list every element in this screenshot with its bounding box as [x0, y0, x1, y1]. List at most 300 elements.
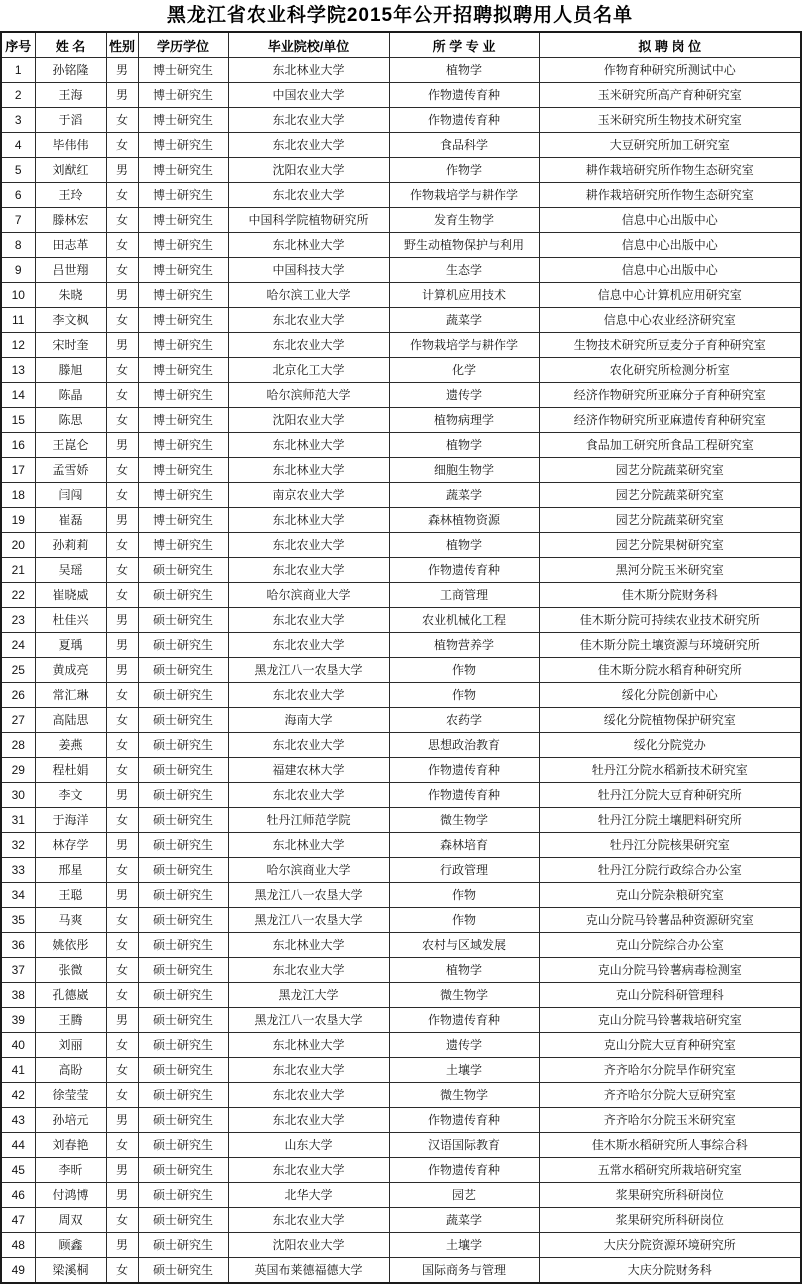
cell-degree: 博士研究生	[138, 158, 228, 183]
table-row	[1, 683, 801, 708]
cell-gender: 女	[106, 1258, 138, 1284]
cell-no: 15	[1, 408, 35, 433]
cell-degree: 博士研究生	[138, 533, 228, 558]
cell-no: 16	[1, 433, 35, 458]
cell-gender: 男	[106, 158, 138, 183]
cell-name: 顾鑫	[35, 1233, 106, 1258]
cell-major: 农村与区域发展	[389, 933, 539, 958]
cell-no: 34	[1, 883, 35, 908]
cell-major: 细胞生物学	[389, 458, 539, 483]
cell-major: 植物病理学	[389, 408, 539, 433]
cell-no: 48	[1, 1233, 35, 1258]
cell-name: 姚依彤	[35, 933, 106, 958]
cell-school: 哈尔滨商业大学	[228, 583, 389, 608]
cell-gender: 女	[106, 1058, 138, 1083]
table-row	[1, 833, 801, 858]
cell-no: 23	[1, 608, 35, 633]
cell-name: 徐莹莹	[35, 1083, 106, 1108]
cell-no: 42	[1, 1083, 35, 1108]
cell-school: 东北农业大学	[228, 683, 389, 708]
cell-major: 野生动植物保护与利用	[389, 233, 539, 258]
cell-no: 22	[1, 583, 35, 608]
cell-no: 31	[1, 808, 35, 833]
cell-school: 东北农业大学	[228, 533, 389, 558]
cell-name: 宋时奎	[35, 333, 106, 358]
table-row	[1, 708, 801, 733]
table-row	[1, 583, 801, 608]
cell-name: 于海洋	[35, 808, 106, 833]
cell-name: 周双	[35, 1208, 106, 1233]
table-row	[1, 383, 801, 408]
cell-school: 沈阳农业大学	[228, 158, 389, 183]
cell-gender: 女	[106, 983, 138, 1008]
cell-position: 信息中心计算机应用研究室	[539, 283, 801, 308]
cell-no: 41	[1, 1058, 35, 1083]
cell-position: 耕作栽培研究所作物生态研究室	[539, 183, 801, 208]
cell-position: 克山分院杂粮研究室	[539, 883, 801, 908]
cell-degree: 硕士研究生	[138, 933, 228, 958]
cell-name: 张微	[35, 958, 106, 983]
cell-school: 中国科技大学	[228, 258, 389, 283]
table-row	[1, 958, 801, 983]
col-header-school: 毕业院校/单位	[228, 32, 389, 58]
cell-name: 刘春艳	[35, 1133, 106, 1158]
cell-degree: 硕士研究生	[138, 633, 228, 658]
table-row	[1, 1233, 801, 1258]
cell-major: 作物遗传育种	[389, 1108, 539, 1133]
cell-gender: 女	[106, 958, 138, 983]
cell-position: 佳木斯水稻研究所人事综合科	[539, 1133, 801, 1158]
cell-school: 东北农业大学	[228, 733, 389, 758]
cell-major: 作物遗传育种	[389, 558, 539, 583]
cell-degree: 硕士研究生	[138, 1233, 228, 1258]
cell-degree: 硕士研究生	[138, 858, 228, 883]
cell-name: 李文枫	[35, 308, 106, 333]
cell-gender: 女	[106, 858, 138, 883]
cell-no: 29	[1, 758, 35, 783]
cell-name: 朱晓	[35, 283, 106, 308]
cell-major: 化学	[389, 358, 539, 383]
cell-name: 崔磊	[35, 508, 106, 533]
cell-position: 农化研究所检测分析室	[539, 358, 801, 383]
page-title: 黑龙江省农业科学院2015年公开招聘拟聘用人员名单	[166, 5, 634, 26]
cell-name: 田志革	[35, 233, 106, 258]
cell-no: 25	[1, 658, 35, 683]
cell-name: 姜燕	[35, 733, 106, 758]
cell-name: 王聪	[35, 883, 106, 908]
cell-position: 牡丹江分院大豆育种研究所	[539, 783, 801, 808]
cell-gender: 女	[106, 933, 138, 958]
cell-gender: 男	[106, 1008, 138, 1033]
cell-school: 东北农业大学	[228, 1108, 389, 1133]
cell-degree: 博士研究生	[138, 108, 228, 133]
table-row	[1, 133, 801, 158]
cell-school: 福建农林大学	[228, 758, 389, 783]
cell-degree: 硕士研究生	[138, 758, 228, 783]
cell-school: 沈阳农业大学	[228, 1233, 389, 1258]
cell-degree: 博士研究生	[138, 183, 228, 208]
table-row	[1, 508, 801, 533]
cell-degree: 硕士研究生	[138, 658, 228, 683]
cell-major: 微生物学	[389, 1083, 539, 1108]
cell-name: 于滔	[35, 108, 106, 133]
table-row	[1, 483, 801, 508]
cell-gender: 女	[106, 1133, 138, 1158]
cell-degree: 博士研究生	[138, 508, 228, 533]
cell-major: 农药学	[389, 708, 539, 733]
cell-gender: 女	[106, 533, 138, 558]
cell-gender: 女	[106, 683, 138, 708]
cell-school: 南京农业大学	[228, 483, 389, 508]
cell-school: 东北农业大学	[228, 1158, 389, 1183]
cell-degree: 博士研究生	[138, 333, 228, 358]
cell-name: 黄成亮	[35, 658, 106, 683]
cell-position: 大庆分院资源环境研究所	[539, 1233, 801, 1258]
cell-gender: 男	[106, 833, 138, 858]
table-row	[1, 358, 801, 383]
cell-school: 东北林业大学	[228, 458, 389, 483]
table-row	[1, 533, 801, 558]
cell-name: 孙铭隆	[35, 58, 106, 83]
cell-no: 6	[1, 183, 35, 208]
cell-position: 作物育种研究所测试中心	[539, 58, 801, 83]
cell-no: 26	[1, 683, 35, 708]
cell-major: 蔬菜学	[389, 308, 539, 333]
cell-gender: 女	[106, 1033, 138, 1058]
cell-name: 高陆思	[35, 708, 106, 733]
cell-gender: 男	[106, 608, 138, 633]
col-header-degree: 学历学位	[138, 32, 228, 58]
cell-school: 东北农业大学	[228, 1083, 389, 1108]
cell-major: 作物	[389, 908, 539, 933]
table-row	[1, 258, 801, 283]
cell-gender: 女	[106, 733, 138, 758]
cell-position: 绥化分院植物保护研究室	[539, 708, 801, 733]
cell-degree: 硕士研究生	[138, 1058, 228, 1083]
cell-name: 王海	[35, 83, 106, 108]
cell-major: 蔬菜学	[389, 483, 539, 508]
cell-school: 海南大学	[228, 708, 389, 733]
cell-position: 大豆研究所加工研究室	[539, 133, 801, 158]
cell-position: 佳木斯分院可持续农业技术研究所	[539, 608, 801, 633]
cell-school: 东北林业大学	[228, 833, 389, 858]
cell-degree: 博士研究生	[138, 233, 228, 258]
table-row	[1, 1208, 801, 1233]
cell-no: 2	[1, 83, 35, 108]
cell-degree: 硕士研究生	[138, 783, 228, 808]
cell-name: 孙莉莉	[35, 533, 106, 558]
table-row	[1, 933, 801, 958]
cell-school: 东北农业大学	[228, 783, 389, 808]
cell-no: 17	[1, 458, 35, 483]
table-row	[1, 183, 801, 208]
cell-school: 哈尔滨工业大学	[228, 283, 389, 308]
cell-position: 园艺分院果树研究室	[539, 533, 801, 558]
cell-gender: 男	[106, 783, 138, 808]
cell-degree: 硕士研究生	[138, 1008, 228, 1033]
cell-gender: 女	[106, 1083, 138, 1108]
table-row	[1, 858, 801, 883]
cell-major: 思想政治教育	[389, 733, 539, 758]
cell-name: 程杜娟	[35, 758, 106, 783]
table-row	[1, 558, 801, 583]
cell-degree: 硕士研究生	[138, 808, 228, 833]
cell-gender: 男	[106, 1233, 138, 1258]
cell-degree: 硕士研究生	[138, 683, 228, 708]
cell-gender: 男	[106, 633, 138, 658]
cell-position: 克山分院马铃薯病毒检测室	[539, 958, 801, 983]
cell-position: 齐齐哈尔分院大豆研究室	[539, 1083, 801, 1108]
table-row	[1, 608, 801, 633]
cell-major: 汉语国际教育	[389, 1133, 539, 1158]
cell-no: 9	[1, 258, 35, 283]
cell-school: 东北农业大学	[228, 633, 389, 658]
cell-major: 土壤学	[389, 1233, 539, 1258]
cell-name: 王崑仑	[35, 433, 106, 458]
cell-position: 经济作物研究所亚麻分子育种研究室	[539, 383, 801, 408]
cell-name: 吴瑶	[35, 558, 106, 583]
cell-name: 王玲	[35, 183, 106, 208]
cell-major: 作物遗传育种	[389, 1158, 539, 1183]
cell-school: 东北农业大学	[228, 1208, 389, 1233]
cell-gender: 女	[106, 383, 138, 408]
table-row	[1, 433, 801, 458]
cell-no: 30	[1, 783, 35, 808]
cell-degree: 博士研究生	[138, 283, 228, 308]
cell-no: 47	[1, 1208, 35, 1233]
table-body	[1, 58, 801, 1284]
cell-name: 刘猷红	[35, 158, 106, 183]
cell-no: 8	[1, 233, 35, 258]
cell-no: 7	[1, 208, 35, 233]
table-row	[1, 908, 801, 933]
table-row	[1, 1183, 801, 1208]
cell-no: 35	[1, 908, 35, 933]
table-row	[1, 208, 801, 233]
cell-school: 英国布莱德福德大学	[228, 1258, 389, 1284]
cell-name: 马爽	[35, 908, 106, 933]
cell-name: 梁溪桐	[35, 1258, 106, 1284]
cell-position: 园艺分院蔬菜研究室	[539, 458, 801, 483]
cell-school: 北京化工大学	[228, 358, 389, 383]
cell-gender: 女	[106, 408, 138, 433]
cell-major: 作物栽培学与耕作学	[389, 333, 539, 358]
cell-gender: 女	[106, 183, 138, 208]
cell-degree: 硕士研究生	[138, 1158, 228, 1183]
cell-name: 吕世翔	[35, 258, 106, 283]
cell-school: 哈尔滨师范大学	[228, 383, 389, 408]
cell-major: 作物栽培学与耕作学	[389, 183, 539, 208]
cell-name: 孔德崴	[35, 983, 106, 1008]
cell-degree: 硕士研究生	[138, 1108, 228, 1133]
cell-no: 21	[1, 558, 35, 583]
cell-major: 植物学	[389, 533, 539, 558]
cell-no: 40	[1, 1033, 35, 1058]
cell-position: 耕作栽培研究所作物生态研究室	[539, 158, 801, 183]
cell-position: 园艺分院蔬菜研究室	[539, 483, 801, 508]
cell-no: 28	[1, 733, 35, 758]
table-row	[1, 458, 801, 483]
cell-degree: 硕士研究生	[138, 983, 228, 1008]
cell-no: 20	[1, 533, 35, 558]
cell-major: 食品科学	[389, 133, 539, 158]
cell-major: 发育生物学	[389, 208, 539, 233]
cell-no: 18	[1, 483, 35, 508]
table-row	[1, 1058, 801, 1083]
cell-major: 森林植物资源	[389, 508, 539, 533]
cell-degree: 硕士研究生	[138, 833, 228, 858]
cell-position: 克山分院马铃薯栽培研究室	[539, 1008, 801, 1033]
cell-gender: 女	[106, 808, 138, 833]
table-row	[1, 658, 801, 683]
cell-major: 土壤学	[389, 1058, 539, 1083]
cell-gender: 男	[106, 1183, 138, 1208]
cell-gender: 男	[106, 433, 138, 458]
cell-no: 4	[1, 133, 35, 158]
cell-position: 食品加工研究所食品工程研究室	[539, 433, 801, 458]
cell-school: 北华大学	[228, 1183, 389, 1208]
cell-major: 作物	[389, 683, 539, 708]
cell-name: 陈晶	[35, 383, 106, 408]
cell-gender: 女	[106, 583, 138, 608]
cell-school: 沈阳农业大学	[228, 408, 389, 433]
cell-major: 行政管理	[389, 858, 539, 883]
cell-degree: 硕士研究生	[138, 1033, 228, 1058]
table-row	[1, 883, 801, 908]
cell-position: 佳木斯分院水稻育种研究所	[539, 658, 801, 683]
cell-major: 农业机械化工程	[389, 608, 539, 633]
cell-position: 牡丹江分院行政综合办公室	[539, 858, 801, 883]
cell-gender: 男	[106, 283, 138, 308]
cell-major: 遗传学	[389, 383, 539, 408]
cell-no: 12	[1, 333, 35, 358]
cell-school: 东北农业大学	[228, 183, 389, 208]
col-header-name: 姓 名	[35, 32, 106, 58]
cell-school: 中国科学院植物研究所	[228, 208, 389, 233]
cell-gender: 女	[106, 908, 138, 933]
cell-no: 45	[1, 1158, 35, 1183]
cell-name: 孙培元	[35, 1108, 106, 1133]
cell-degree: 博士研究生	[138, 483, 228, 508]
col-header-position: 拟 聘 岗 位	[539, 32, 801, 58]
cell-gender: 女	[106, 458, 138, 483]
table-row	[1, 758, 801, 783]
cell-no: 36	[1, 933, 35, 958]
cell-no: 5	[1, 158, 35, 183]
table-row	[1, 408, 801, 433]
cell-name: 滕林宏	[35, 208, 106, 233]
cell-major: 作物学	[389, 158, 539, 183]
cell-gender: 男	[106, 333, 138, 358]
cell-position: 信息中心出版中心	[539, 208, 801, 233]
cell-gender: 女	[106, 358, 138, 383]
cell-name: 付鸿博	[35, 1183, 106, 1208]
table-row	[1, 633, 801, 658]
header-row	[1, 32, 801, 58]
cell-degree: 博士研究生	[138, 383, 228, 408]
table-row	[1, 83, 801, 108]
cell-position: 信息中心出版中心	[539, 258, 801, 283]
cell-name: 刘丽	[35, 1033, 106, 1058]
cell-no: 27	[1, 708, 35, 733]
cell-name: 闫闯	[35, 483, 106, 508]
cell-name: 崔晓威	[35, 583, 106, 608]
cell-gender: 女	[106, 308, 138, 333]
cell-major: 工商管理	[389, 583, 539, 608]
cell-position: 园艺分院蔬菜研究室	[539, 508, 801, 533]
cell-major: 作物	[389, 883, 539, 908]
cell-school: 牡丹江师范学院	[228, 808, 389, 833]
cell-position: 牡丹江分院核果研究室	[539, 833, 801, 858]
cell-school: 黑龙江八一农垦大学	[228, 883, 389, 908]
cell-major: 作物	[389, 658, 539, 683]
cell-major: 园艺	[389, 1183, 539, 1208]
col-header-gender: 性别	[106, 32, 138, 58]
cell-gender: 女	[106, 258, 138, 283]
table-row	[1, 1008, 801, 1033]
cell-gender: 男	[106, 1108, 138, 1133]
cell-major: 植物学	[389, 58, 539, 83]
cell-position: 齐齐哈尔分院玉米研究室	[539, 1108, 801, 1133]
cell-major: 植物营养学	[389, 633, 539, 658]
cell-gender: 女	[106, 233, 138, 258]
cell-position: 五常水稻研究所栽培研究室	[539, 1158, 801, 1183]
table-row	[1, 333, 801, 358]
col-header-no: 序号	[1, 32, 35, 58]
cell-name: 林存学	[35, 833, 106, 858]
cell-school: 东北林业大学	[228, 58, 389, 83]
table-row	[1, 58, 801, 83]
cell-school: 东北林业大学	[228, 433, 389, 458]
cell-major: 作物遗传育种	[389, 1008, 539, 1033]
cell-school: 东北林业大学	[228, 233, 389, 258]
table-row	[1, 283, 801, 308]
cell-gender: 男	[106, 58, 138, 83]
cell-name: 高盼	[35, 1058, 106, 1083]
cell-position: 克山分院大豆育种研究室	[539, 1033, 801, 1058]
cell-position: 牡丹江分院土壤肥料研究所	[539, 808, 801, 833]
cell-degree: 博士研究生	[138, 358, 228, 383]
cell-school: 东北林业大学	[228, 1033, 389, 1058]
cell-degree: 博士研究生	[138, 133, 228, 158]
cell-no: 39	[1, 1008, 35, 1033]
cell-school: 东北农业大学	[228, 608, 389, 633]
col-header-major: 所 学 专 业	[389, 32, 539, 58]
table-row	[1, 308, 801, 333]
cell-position: 信息中心出版中心	[539, 233, 801, 258]
cell-no: 44	[1, 1133, 35, 1158]
cell-name: 夏瑀	[35, 633, 106, 658]
cell-gender: 男	[106, 658, 138, 683]
cell-no: 14	[1, 383, 35, 408]
cell-degree: 博士研究生	[138, 308, 228, 333]
cell-school: 黑龙江八一农垦大学	[228, 908, 389, 933]
cell-name: 陈思	[35, 408, 106, 433]
cell-position: 齐齐哈尔分院旱作研究室	[539, 1058, 801, 1083]
cell-position: 克山分院综合办公室	[539, 933, 801, 958]
cell-position: 牡丹江分院水稻新技术研究室	[539, 758, 801, 783]
table-row	[1, 783, 801, 808]
cell-school: 中国农业大学	[228, 83, 389, 108]
cell-school: 东北农业大学	[228, 958, 389, 983]
cell-school: 东北农业大学	[228, 558, 389, 583]
cell-degree: 硕士研究生	[138, 708, 228, 733]
cell-degree: 硕士研究生	[138, 1133, 228, 1158]
cell-degree: 硕士研究生	[138, 558, 228, 583]
cell-name: 李昕	[35, 1158, 106, 1183]
table-row	[1, 108, 801, 133]
recruitment-roster-table	[0, 31, 802, 1284]
